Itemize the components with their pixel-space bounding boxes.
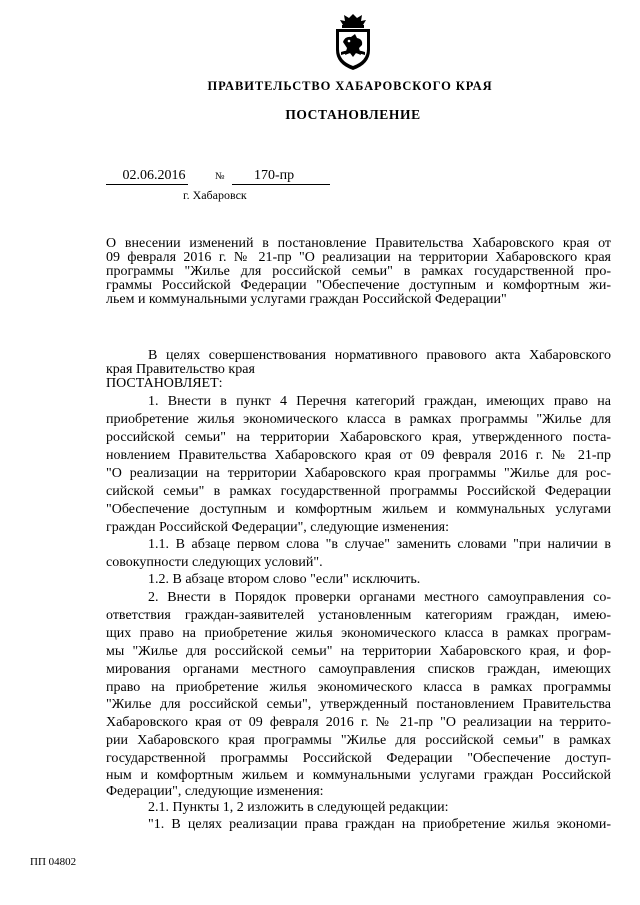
government-name: ПРАВИТЕЛЬСТВО ХАБАРОВСКОГО КРАЯ [207, 79, 493, 93]
body-line: право на приобретение жилья экономического класса в рамках программы [106, 680, 611, 695]
body-line: мирования органами местного самоуправления списков граждан, имеющих [106, 662, 611, 677]
body-line: В целях совершенствования нормативного правового акта Хабаровского [148, 348, 611, 363]
document-code: ПП 04802 [30, 856, 77, 868]
body-line: 1. Внести в пункт 4 Перечня категорий граждан, имеющих право на [148, 394, 611, 409]
coat-of-arms-emblem [330, 12, 376, 72]
body-line: 1.2. В абзаце втором слово "если" исключить. [148, 572, 421, 587]
body-line: "О реализации на территории Хабаровского края программы "Жилье для рос- [106, 466, 611, 481]
body-line: "1. В целях реализации права граждан на приобретение жилья экономи- [148, 817, 611, 832]
body-line: российской семьи" на территории Хабаровского края, утвержденного поста- [106, 430, 611, 445]
body-line: 2.1. Пункты 1, 2 изложить в следующей редакции: [148, 800, 449, 815]
body-line: приобретение жилья экономического класса в рамках программы "Жилье для [106, 412, 611, 427]
body-line: сийской семьи" в рамках государственной программы Российской Федерации [106, 484, 611, 499]
title-line: О внесении изменений в постановление Правительства Хабаровского края от [106, 236, 611, 251]
body-line: 1.1. В абзаце первом слова "в случае" заменить словами "при наличии в [148, 537, 611, 552]
body-line: мы "Жилье для российской семьи" на территории Хабаровского края, и фор- [106, 644, 611, 659]
city-name: г. Хабаровск [183, 188, 247, 202]
title-line: льем и коммунальными услугами граждан Российской Федерации" [106, 292, 507, 307]
body-line: государственной программы Российской Федерации "Обеспечение доступ- [106, 751, 611, 766]
title-line: программы "Жилье для российской семьи" в рамках государственной про- [106, 264, 611, 279]
number-sign: № [215, 171, 225, 182]
document-number: 170-пр [232, 167, 330, 185]
title-line: граммы Российской Федерации "Обеспечение доступным и комфортным жи- [106, 278, 611, 293]
body-line: новлением Правительства Хабаровского края от 09 февраля 2016 г. № 21-пр [106, 448, 611, 463]
body-line: края Правительство края [106, 362, 255, 377]
body-line: 2. Внести в Порядок проверки органами местного самоуправления со- [148, 590, 611, 605]
body-line: ным и комфортным жильем и коммунальными услугами граждан Российской [106, 768, 611, 783]
body-line: Хабаровского края от 09 февраля 2016 г. № 21-пр "О реализации на террито- [106, 715, 611, 730]
body-line: "Обеспечение доступным и комфортным жильем и коммунальных услугами [106, 502, 611, 517]
resolves-heading: ПОСТАНОВЛЯЕТ: [106, 376, 223, 391]
document-date: 02.06.2016 [106, 167, 188, 185]
document-type: ПОСТАНОВЛЕНИЕ [285, 107, 421, 122]
body-line: ответствия граждан-заявителей установленным категориям граждан, имею- [106, 608, 611, 623]
body-line: граждан Российской Федерации", следующие изменения: [106, 520, 449, 535]
body-line: совокупности следующих условий". [106, 555, 323, 570]
body-line: Федерации", следующие изменения: [106, 784, 324, 799]
body-line: щих право на приобретение жилья экономического класса в рамках програм- [106, 626, 611, 641]
body-line: рии Хабаровского края программы "Жилье для российской семьи" в рамках [106, 733, 611, 748]
body-line: "Жилье для российской семьи", утвержденный постановлением Правительства [106, 697, 611, 712]
title-line: 09 февраля 2016 г. № 21-пр "О реализации на территории Хабаровского края [106, 250, 611, 265]
